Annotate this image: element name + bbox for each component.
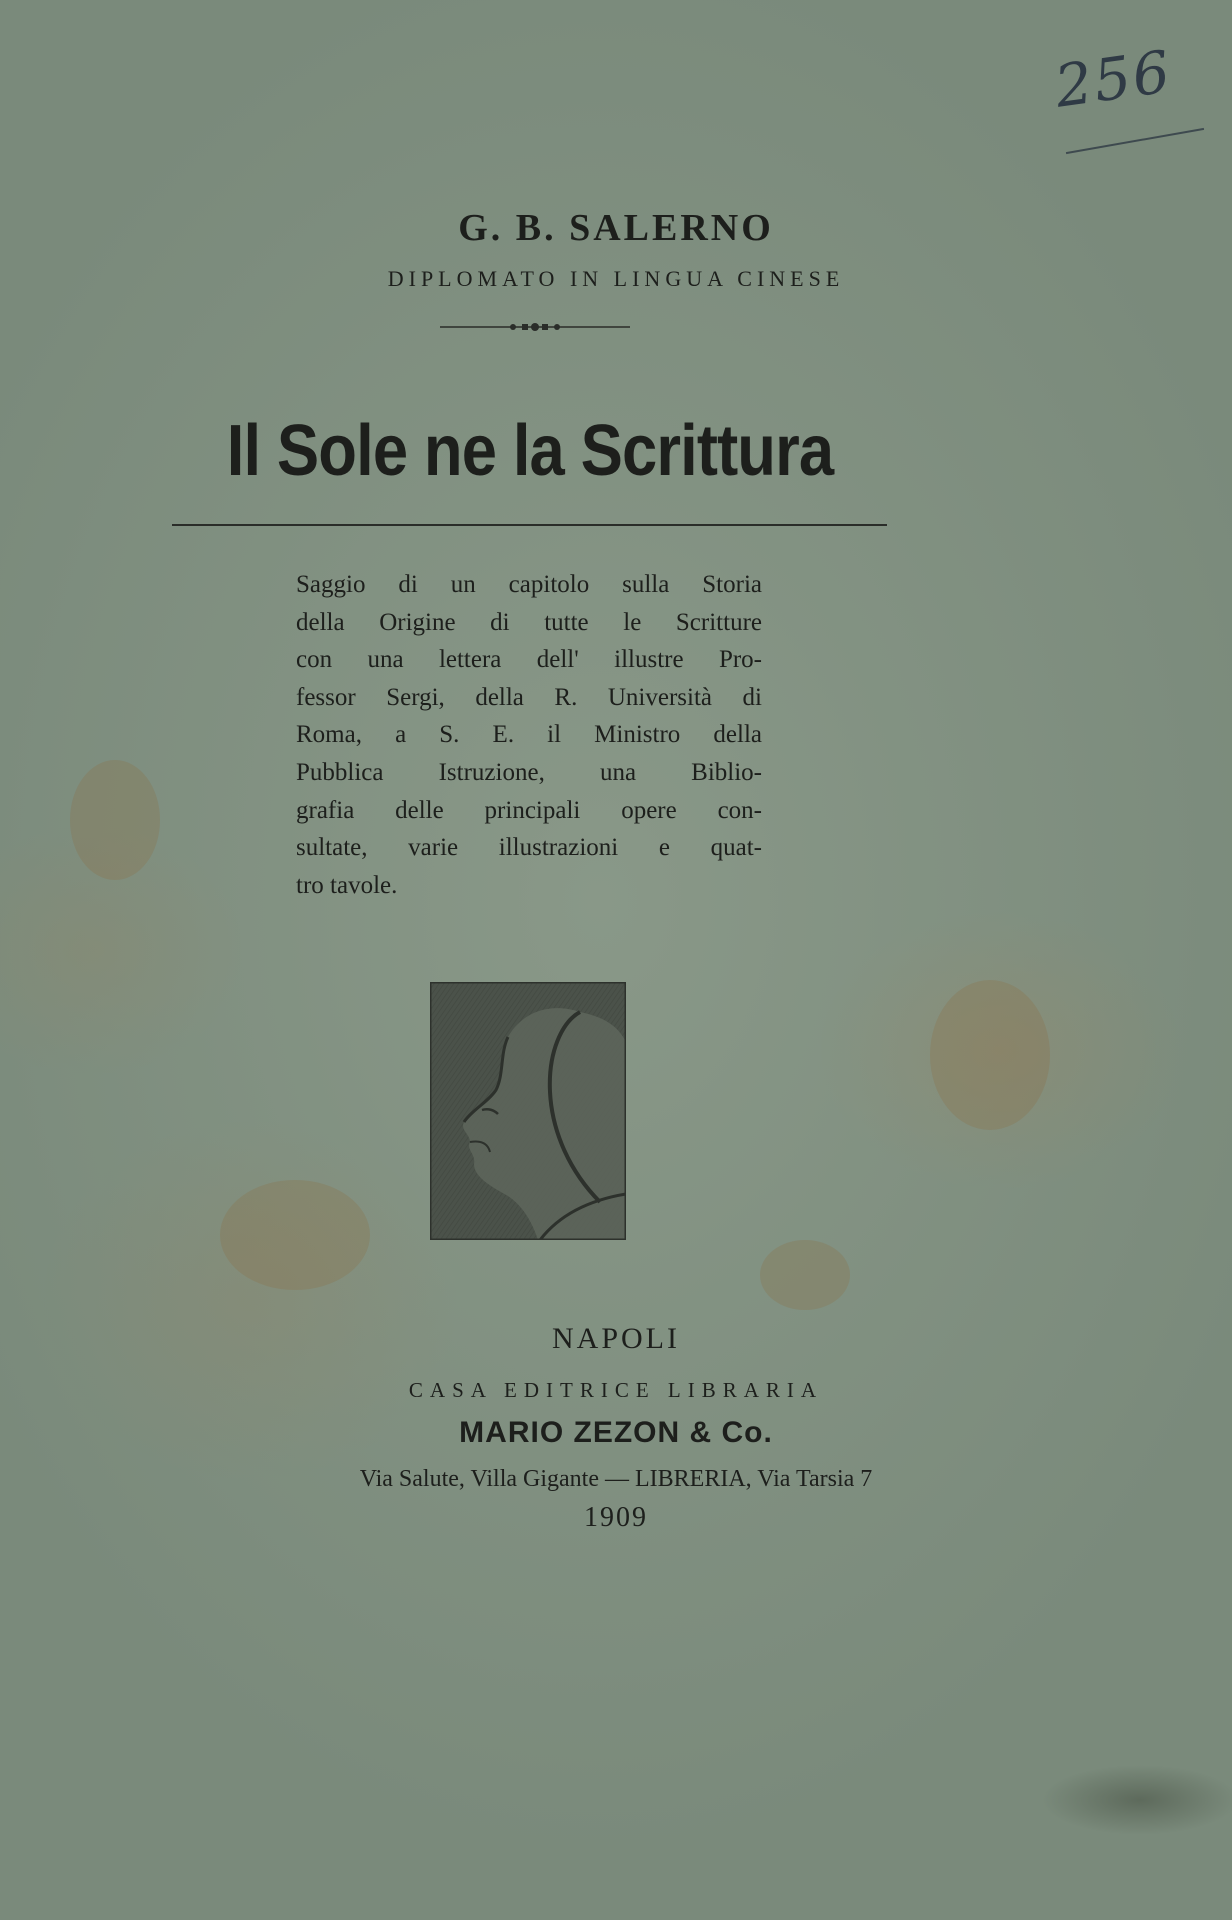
- publication-city: NAPOLI: [552, 1322, 680, 1355]
- book-description: [296, 566, 762, 904]
- author-subtitle: DIPLOMATO IN LINGUA CINESE: [387, 266, 845, 291]
- handwritten-underline: [1066, 128, 1204, 154]
- publication-year: 1909: [584, 1502, 648, 1533]
- handwritten-number: 256: [1050, 37, 1176, 121]
- publisher-name: MARIO ZEZON & Co.: [459, 1416, 773, 1449]
- description-line: grafia delle principali opere con-: [296, 796, 762, 824]
- description-line: con una lettera dell' illustre Pro-: [296, 646, 762, 674]
- ornament-divider: [440, 320, 630, 334]
- publisher-address: Via Salute, Villa Gigante — LIBRERIA, Via Tarsia 7: [359, 1466, 873, 1492]
- paper-stain: [70, 760, 160, 880]
- publishing-house: CASA EDITRICE LIBRARIA: [408, 1378, 824, 1402]
- description-line: Pubblica Istruzione, una Biblio-: [296, 758, 762, 786]
- title-rule: [172, 524, 887, 526]
- description-line: della Origine di tutte le Scritture: [296, 608, 762, 636]
- author-name: G. B. SALERNO: [458, 207, 774, 249]
- description-line: tro tavole.: [296, 871, 398, 899]
- book-title: Il Sole ne la Scrittura: [226, 411, 834, 491]
- paper-stain: [930, 980, 1050, 1130]
- description-line: Saggio di un capitolo sulla Storia: [296, 571, 762, 598]
- description-line: fessor Sergi, della R. Università di: [296, 683, 762, 711]
- description-line: sultate, varie illustrazioni e quat-: [296, 834, 762, 862]
- paper-stain: [220, 1180, 370, 1290]
- portrait-engraving: [430, 982, 626, 1240]
- paper-stain: [760, 1240, 850, 1310]
- description-line: Roma, a S. E. il Ministro della: [296, 721, 762, 749]
